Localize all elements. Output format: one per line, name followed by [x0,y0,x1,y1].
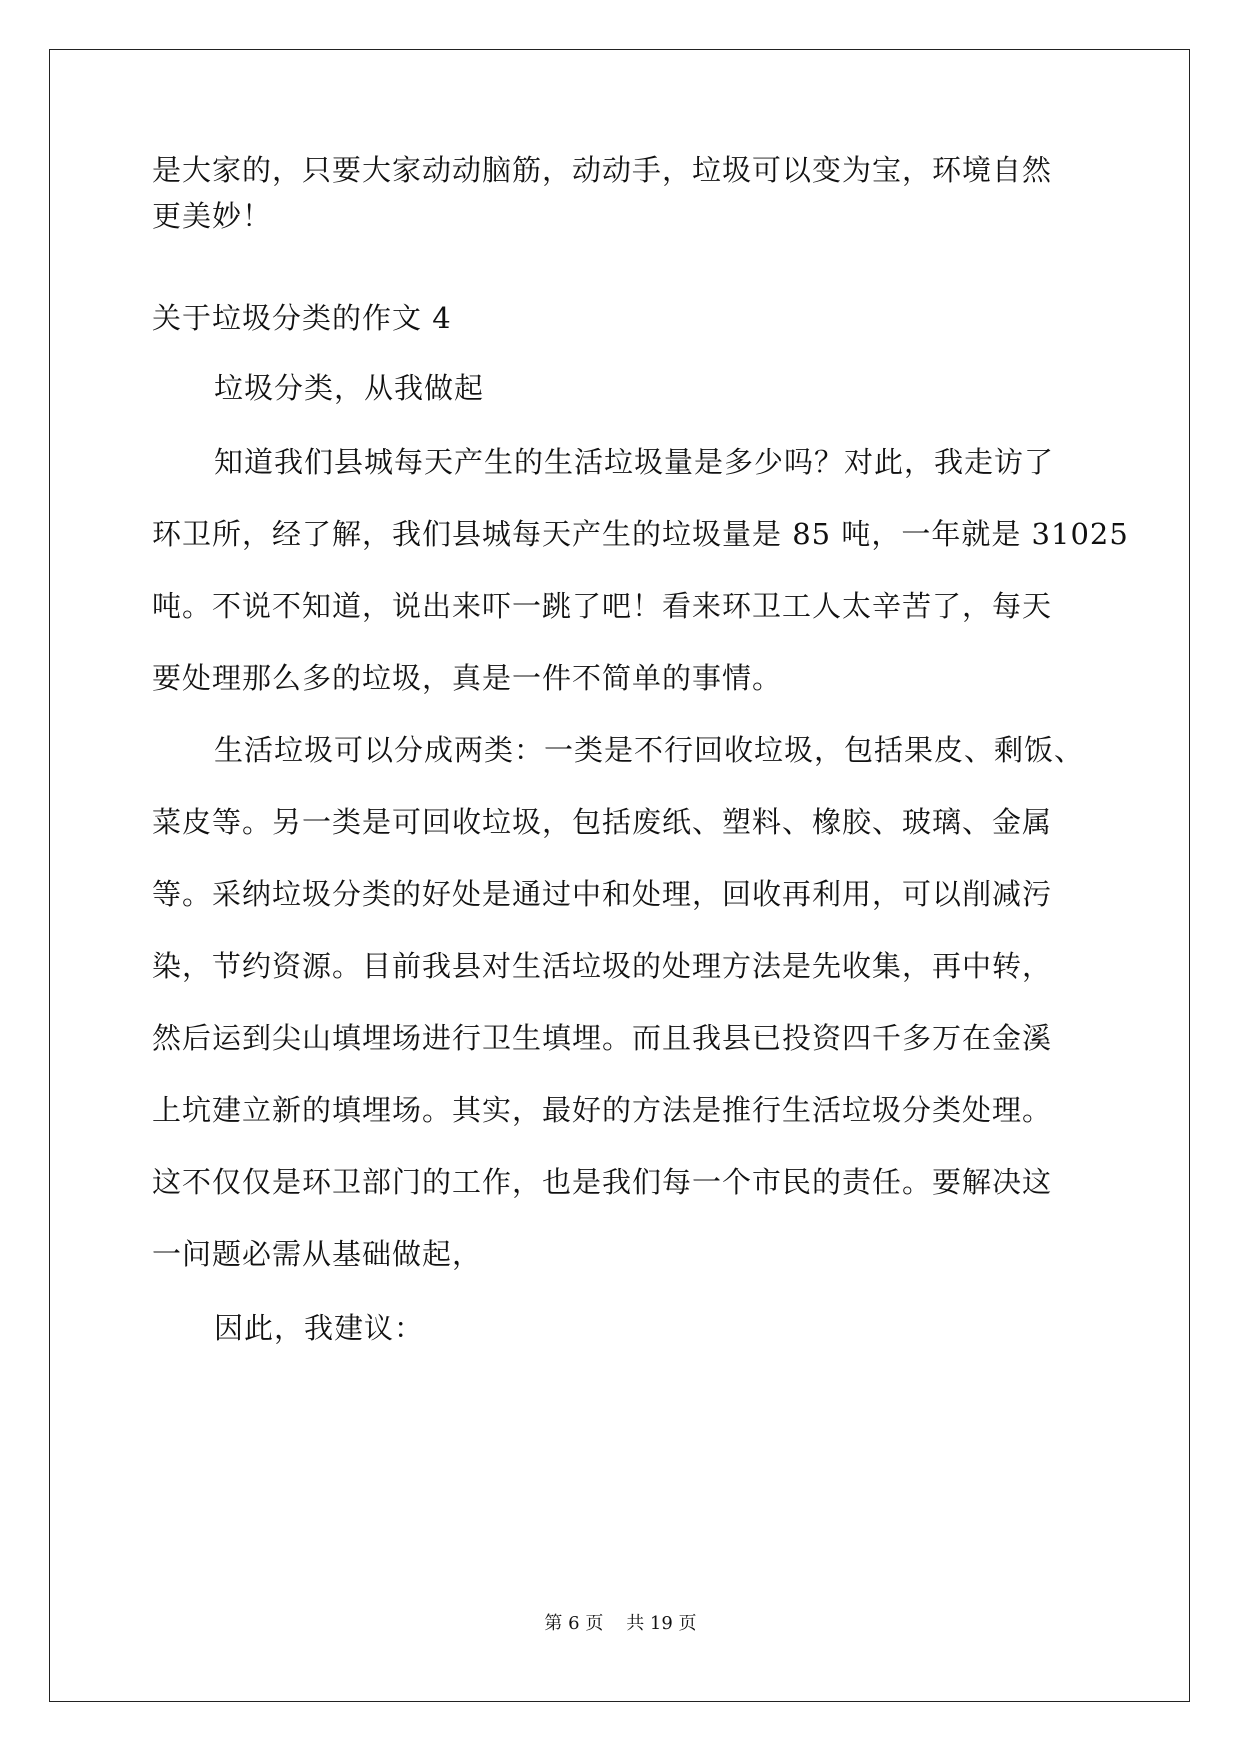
section-heading: 关于垃圾分类的作文 4 [152,301,452,335]
text-line: 生活垃圾可以分成两类：一类是不行回收垃圾，包括果皮、剩饭、 [214,733,1085,767]
text-line: 要处理那么多的垃圾，真是一件不简单的事情。 [152,661,783,695]
text-line: 然后运到尖山填埋场进行卫生填埋。而且我县已投资四千多万在金溪 [152,1021,1053,1055]
text-line: 环卫所，经了解，我们县城每天产生的垃圾量是 85 吨，一年就是 31025 [152,517,1129,551]
text-line: 上坑建立新的填埋场。其实，最好的方法是推行生活垃圾分类处理。 [152,1093,1053,1127]
text-line: 吨。不说不知道，说出来吓一跳了吧！看来环卫工人太辛苦了，每天 [152,589,1053,623]
text-line: 等。采纳垃圾分类的好处是通过中和处理，回收再利用，可以削减污 [152,877,1053,911]
subtitle: 垃圾分类，从我做起 [214,371,485,405]
text-line: 一问题必需从基础做起， [152,1237,483,1271]
text-line: 更美妙！ [152,199,273,233]
text-line: 这不仅仅是环卫部门的工作，也是我们每一个市民的责任。要解决这 [152,1165,1053,1199]
text-line: 染，节约资源。目前我县对生活垃圾的处理方法是先收集，再中转， [152,949,1053,983]
text-line: 菜皮等。另一类是可回收垃圾，包括废纸、塑料、橡胶、玻璃、金属 [152,805,1053,839]
text-line: 因此，我建议： [214,1311,425,1345]
text-line: 是大家的，只要大家动动脑筋，动动手，垃圾可以变为宝，环境自然 [152,153,1053,187]
text-line: 知道我们县城每天产生的生活垃圾量是多少吗？对此，我走访了 [214,445,1055,479]
page-number: 第 6 页 共 19 页 [544,1613,697,1634]
